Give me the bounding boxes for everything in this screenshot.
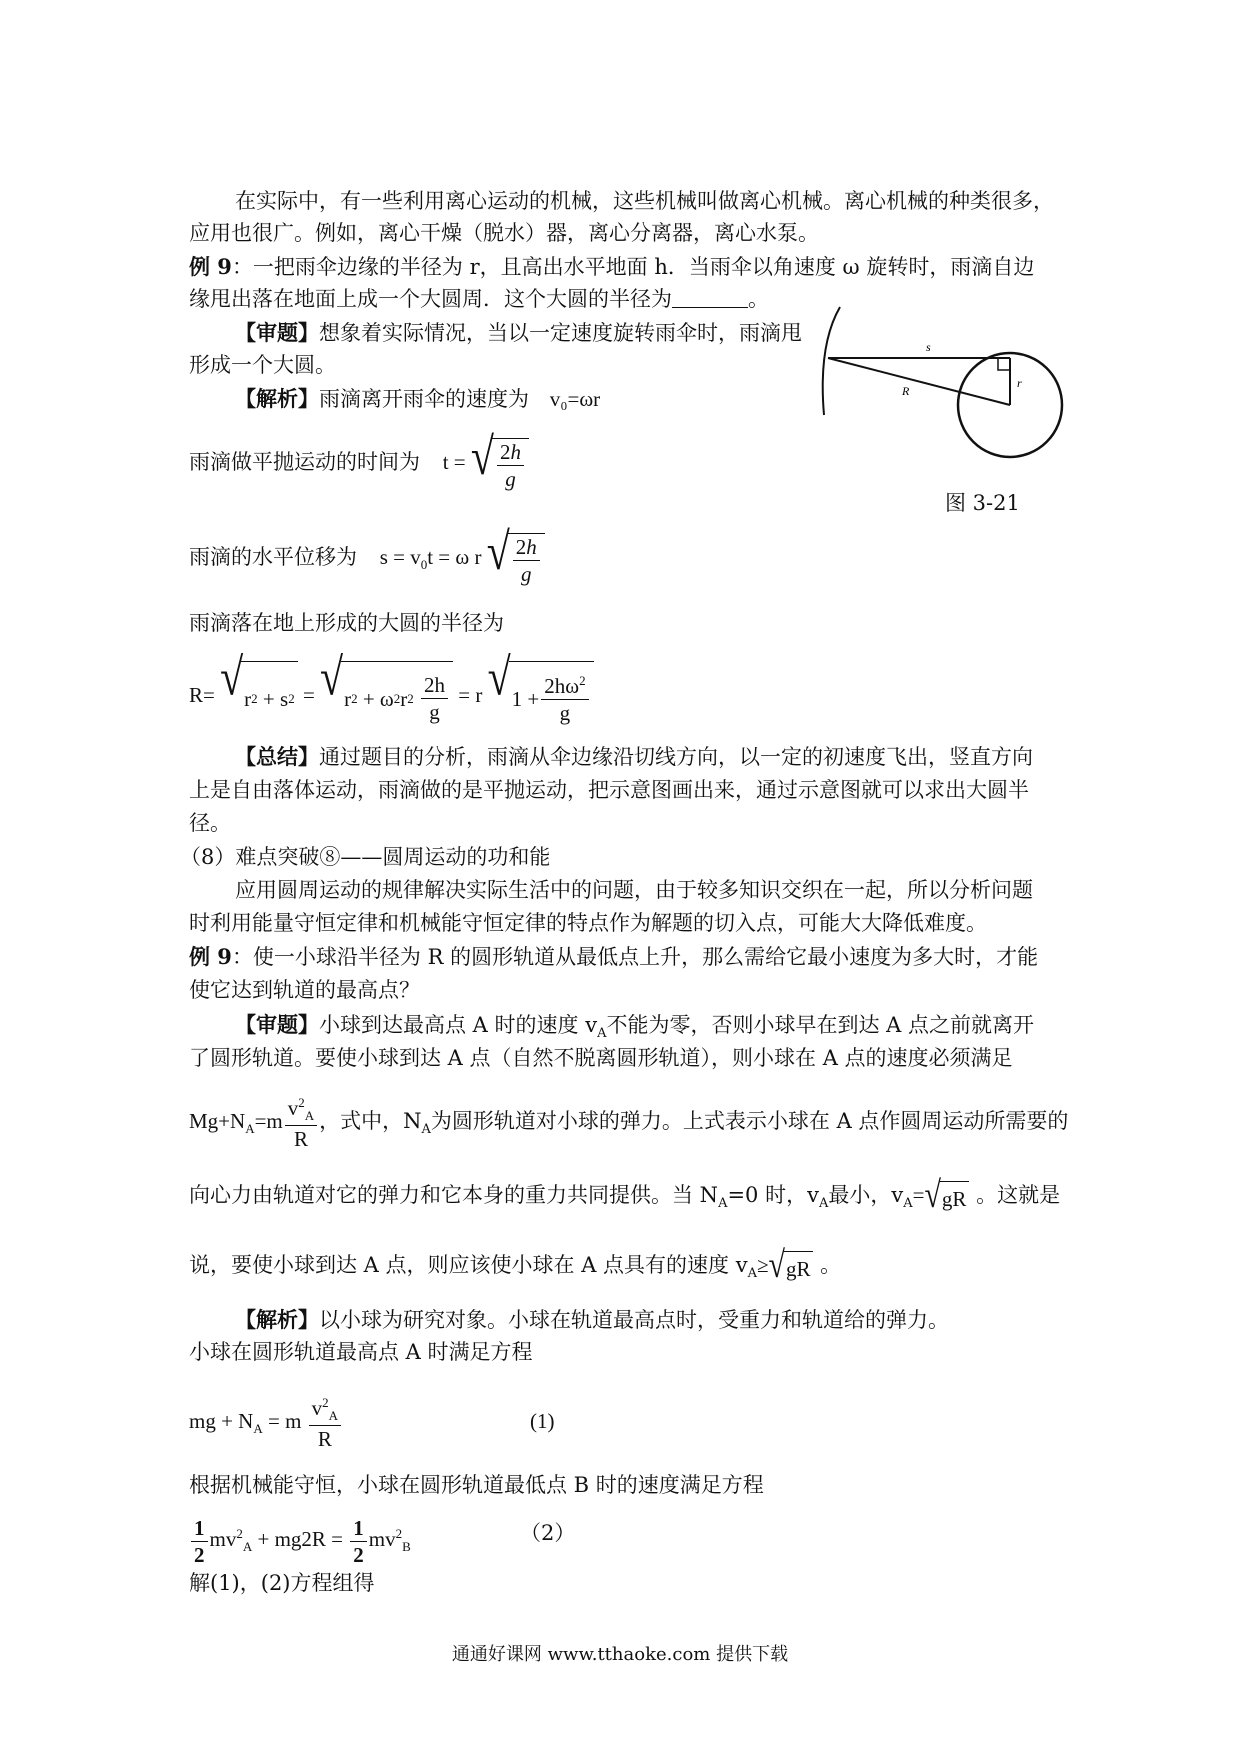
analysis-text: 以小球为研究对象。小球在轨道最高点时，受重力和轨道给的弹力。 bbox=[319, 1308, 949, 1332]
example-label: 例 9 bbox=[189, 254, 232, 279]
equation-text: ，式中，N bbox=[319, 1109, 422, 1133]
centripetal-text: =0 时，v bbox=[727, 1183, 819, 1207]
paragraph-line: 应用也很广。例如，离心干燥（脱水）器，离心分离器，离心水泵。 bbox=[189, 221, 819, 245]
example-text: ：一把雨伞边缘的半径为 r，且高出水平地面 h．当雨伞以角速度 ω 旋转时，雨滴自边 bbox=[231, 255, 1035, 279]
equation-1: mg + $N_A = m$ $\frac{v^2_A}{R}$ bbox=[189, 1385, 343, 1465]
review-text: 想象着实际情况，当以一定速度旋转雨伞时，雨滴甩 bbox=[319, 321, 802, 345]
review-line bbox=[235, 318, 802, 348]
paragraph-line: 应用圆周运动的规律解决实际生活中的问题，由于较多知识交织在一起，所以分析问题 bbox=[235, 878, 1033, 902]
centripetal-text: 最小，v bbox=[828, 1183, 904, 1207]
time-label: 雨滴做平抛运动的时间为 bbox=[189, 450, 420, 474]
time-formula: t = √ $\frac{2h}{g}$ bbox=[443, 450, 529, 474]
summary-line: 径。 bbox=[189, 811, 231, 835]
review-text: 小球到达最高点 A 时的速度 v bbox=[319, 1013, 598, 1037]
answer-blank bbox=[672, 287, 748, 308]
paragraph-line: 在实际中，有一些利用离心运动的机械，这些机械叫做离心机械。离心机械的种类很多， bbox=[235, 189, 1054, 213]
energy-label: 根据机械能守恒，小球在圆形轨道最低点 B 时的速度满足方程 bbox=[189, 1473, 764, 1497]
right-angle-mark bbox=[998, 358, 1010, 370]
review-tag: 【审题】 bbox=[235, 1012, 319, 1037]
equation-2: $\frac{1}{2}$ $mv^2_A + mg2R$ = $\frac{1}{2}$ $mv^2_B$ bbox=[189, 1502, 411, 1579]
R-line bbox=[828, 358, 1010, 405]
example-text: ：使一小球沿半径为 R 的圆形轨道从最低点上升，那么需给它最小速度为多大时，才能 bbox=[231, 945, 1039, 969]
review-line: 【审题】小球到达最高点 A 时的速度 $v_A$不能为零，否则小球早在到达 A 点之前就离开 bbox=[235, 1012, 1034, 1042]
analysis-line bbox=[235, 1305, 949, 1335]
punct: 。 bbox=[748, 287, 769, 311]
analysis-tag: 【解析】 bbox=[235, 1307, 319, 1332]
example-line bbox=[189, 252, 1034, 282]
figure-caption: 图 3-21 bbox=[945, 491, 1020, 515]
label-R: R bbox=[902, 384, 910, 398]
summary-text: 通过题目的分析，雨滴从伞边缘沿切线方向，以一定的初速度飞出，竖直方向 bbox=[319, 745, 1033, 769]
conclusion-line: 说，要使小球到达 A 点，则应该使小球在 A 点具有的速度 $v_A\ge$ √ gR 。 bbox=[189, 1244, 842, 1286]
review-tag: 【审题】 bbox=[235, 320, 319, 345]
example-line bbox=[189, 284, 769, 314]
velocity-formula: v₀=ωr bbox=[549, 387, 601, 411]
summary-line: 上是自由落体运动，雨滴做的是平抛运动，把示意图画出来，通过示意图就可以求出大圆半 bbox=[189, 778, 1029, 802]
displacement-formula: $s = v_0t = \omega$ r √ $\frac{2h}{g}$ bbox=[380, 545, 545, 569]
conclusion-text: 说，要使小球到达 A 点，则应该使小球在 A 点具有的速度 v bbox=[189, 1253, 748, 1277]
radius-formula: R= √ r 2 + s 2 = √ r 2 + ω 2 r 2 $\frac{2h}{g}$ = r √ 1 + $\frac{2h\omega^2}{g}$ bbox=[189, 660, 594, 734]
equation-text: 为圆形轨道对小球的弹力。上式表示小球在 A 点作圆周运动所需要的 bbox=[430, 1109, 1069, 1133]
conclusion-text: 。 bbox=[820, 1253, 842, 1277]
review-line: 了圆形轨道。要使小球到达 A 点（自然不脱离圆形轨道），则小球在 A 点的速度必须满足 bbox=[189, 1046, 1013, 1070]
analysis-tag: 【解析】 bbox=[235, 386, 319, 411]
analysis-text: 雨滴离开雨伞的速度为 bbox=[319, 387, 529, 411]
example-line: 使它达到轨道的最高点？ bbox=[189, 978, 420, 1002]
time-line bbox=[189, 430, 529, 494]
top-equation-label: 小球在圆形轨道最高点 A 时满足方程 bbox=[189, 1340, 533, 1364]
radius-label: 雨滴落在地上形成的大圆的半径为 bbox=[189, 611, 504, 635]
footer-credit: 通通好课网 www.tthaoke.com 提供下载 bbox=[451, 1644, 789, 1665]
analysis-line bbox=[235, 384, 600, 414]
umbrella-figure bbox=[810, 305, 1070, 465]
centripetal-text: 向心力由轨道对它的弹力和它本身的重力共同提供。当 N bbox=[189, 1183, 719, 1207]
paragraph-line: 时利用能量守恒定律和机械能守恒定律的特点作为解题的切入点，可能大大降低难度。 bbox=[189, 911, 987, 935]
force-equation-line: $Mg+N_A=m$ $\frac{v^2_A}{R}$ ，式中，$N_A$为圆形轨道对小球的弹力。上式表示小球在 A 点作圆周运动所需要的 bbox=[189, 1095, 1069, 1152]
example-label: 例 9 bbox=[189, 944, 232, 969]
label-r: r bbox=[1017, 376, 1022, 390]
solve-line: 解(1)，(2)方程组得 bbox=[189, 1571, 375, 1595]
example-text: 缘甩出落在地面上成一个大圆周．这个大圆的半径为 bbox=[189, 287, 672, 311]
displacement-line bbox=[189, 525, 545, 597]
section-heading: （8）难点突破⑧——圆周运动的功和能 bbox=[180, 845, 551, 869]
centripetal-line: 向心力由轨道对它的弹力和它本身的重力共同提供。当 $N_A=0$ 时，$v_A$最小，$v_A=$ √ gR 。这就是 bbox=[189, 1174, 1061, 1216]
force-equation: $Mg+N_A=m$ $\frac{v^2_A}{R}$ bbox=[189, 1109, 319, 1133]
review-text: 不能为零，否则小球早在到达 A 点之前就离开 bbox=[606, 1013, 1034, 1037]
centripetal-text: 。这就是 bbox=[976, 1183, 1061, 1207]
displacement-label: 雨滴的水平位移为 bbox=[189, 545, 357, 569]
label-s: s bbox=[926, 340, 931, 354]
equation-1-number: (1) bbox=[530, 1409, 555, 1433]
review-line: 形成一个大圆。 bbox=[189, 353, 336, 377]
example-line bbox=[189, 942, 1038, 972]
summary-line bbox=[235, 742, 1033, 772]
equation-2-number: （2） bbox=[520, 1521, 576, 1545]
summary-tag: 【总结】 bbox=[235, 744, 319, 769]
